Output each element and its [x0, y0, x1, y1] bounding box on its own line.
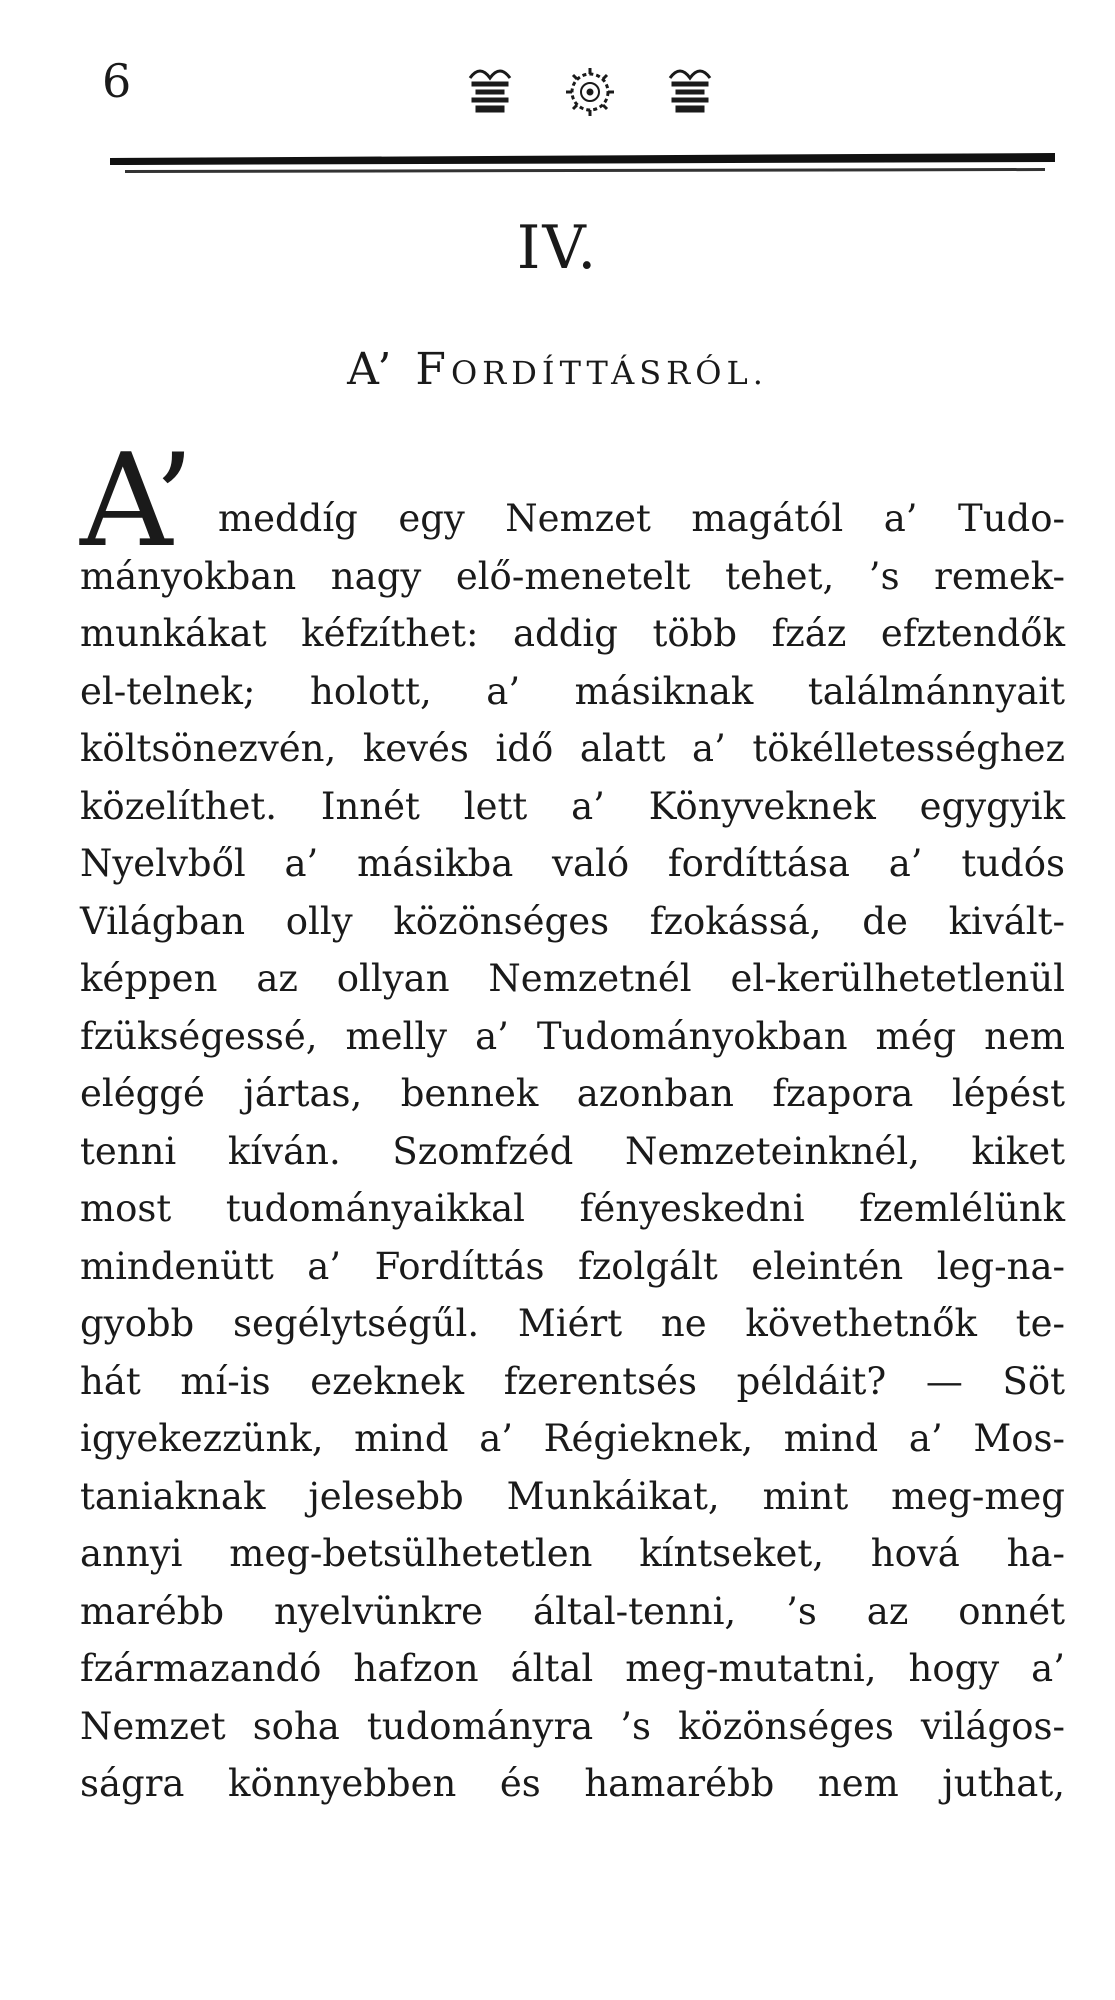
text-line: fzármazandó hafzon által meg-mutatni, hogy a’ [80, 1647, 1065, 1690]
text-line: meddíg egy Nemzet magától a’ Tudo- [218, 497, 1065, 540]
text-line: hát mí-is ezeknek fzerentsés példáit? — Söt [80, 1359, 1065, 1403]
text-line: tenni kíván. Szomfzéd Nemzeteinknél, kiket [80, 1129, 1065, 1173]
fleuron-right-icon [670, 71, 710, 112]
body-text [80, 490, 1065, 1813]
text-line: mindenütt a’ Fordíttás fzolgált eleintén leg-na- [80, 1244, 1065, 1288]
text-line: gyobb segélytségűl. Miért ne követhetnők te- [80, 1302, 1065, 1345]
text-line: eléggé jártas, bennek azonban fzapora lépést [80, 1072, 1065, 1115]
text-line: Nemzet soha tudományra ’s közönséges világos- [80, 1704, 1065, 1748]
text-line: Nyelvből a’ másikba való fordíttása a’ tudós [80, 842, 1065, 885]
text-line: mányokban nagy elő-menetelt tehet, ’s remek- [80, 554, 1065, 598]
text-line: most tudományaikkal fényeskedni fzemlélünk [80, 1187, 1065, 1230]
header-rule [110, 150, 1055, 184]
rosette-ornament-icon [566, 68, 614, 116]
text-line: Világban olly közönséges fzokássá, de kivált- [80, 899, 1065, 943]
fleuron-left-icon [470, 71, 510, 112]
text-line: közelíthet. Innét lett a’ Könyveknek egygyik [80, 784, 1065, 828]
chapter-title-rest: ORDÍTTÁSRÓL. [450, 354, 768, 392]
text-line: ságra könnyebben és hamarébb nem juthat, [80, 1762, 1065, 1805]
text-line: munkákat kéfzíthet: addig több fzáz efztendők [80, 612, 1065, 655]
header-ornaments [450, 60, 730, 120]
drop-cap: A’ [80, 427, 195, 576]
text-line: képpen az ollyan Nemzetnél el-kerülhetetlenül [80, 957, 1065, 1000]
text-line: el-telnek; holott, a’ másiknak találmánnyait [80, 669, 1065, 713]
text-line: fzükségessé, melly a’ Tudományokban még nem [80, 1014, 1065, 1058]
text-line: marébb nyelvünkre által-tenni, ’s az onnét [80, 1589, 1065, 1633]
text-line: taniaknak jelesebb Munkáikat, mint meg-meg [80, 1474, 1065, 1518]
chapter-title-initial: A’ F [347, 344, 451, 395]
chapter-number: IV. [516, 213, 599, 283]
page-number: 6 [102, 54, 132, 108]
text-line: igyekezzünk, mind a’ Régieknek, mind a’ Mos- [80, 1417, 1065, 1460]
text-line: költsönezvén, kevés idő alatt a’ tökélletességhez [80, 727, 1065, 770]
text-line: annyi meg-betsülhetetlen kíntseket, hová ha- [80, 1532, 1065, 1575]
chapter-title [0, 344, 1115, 395]
